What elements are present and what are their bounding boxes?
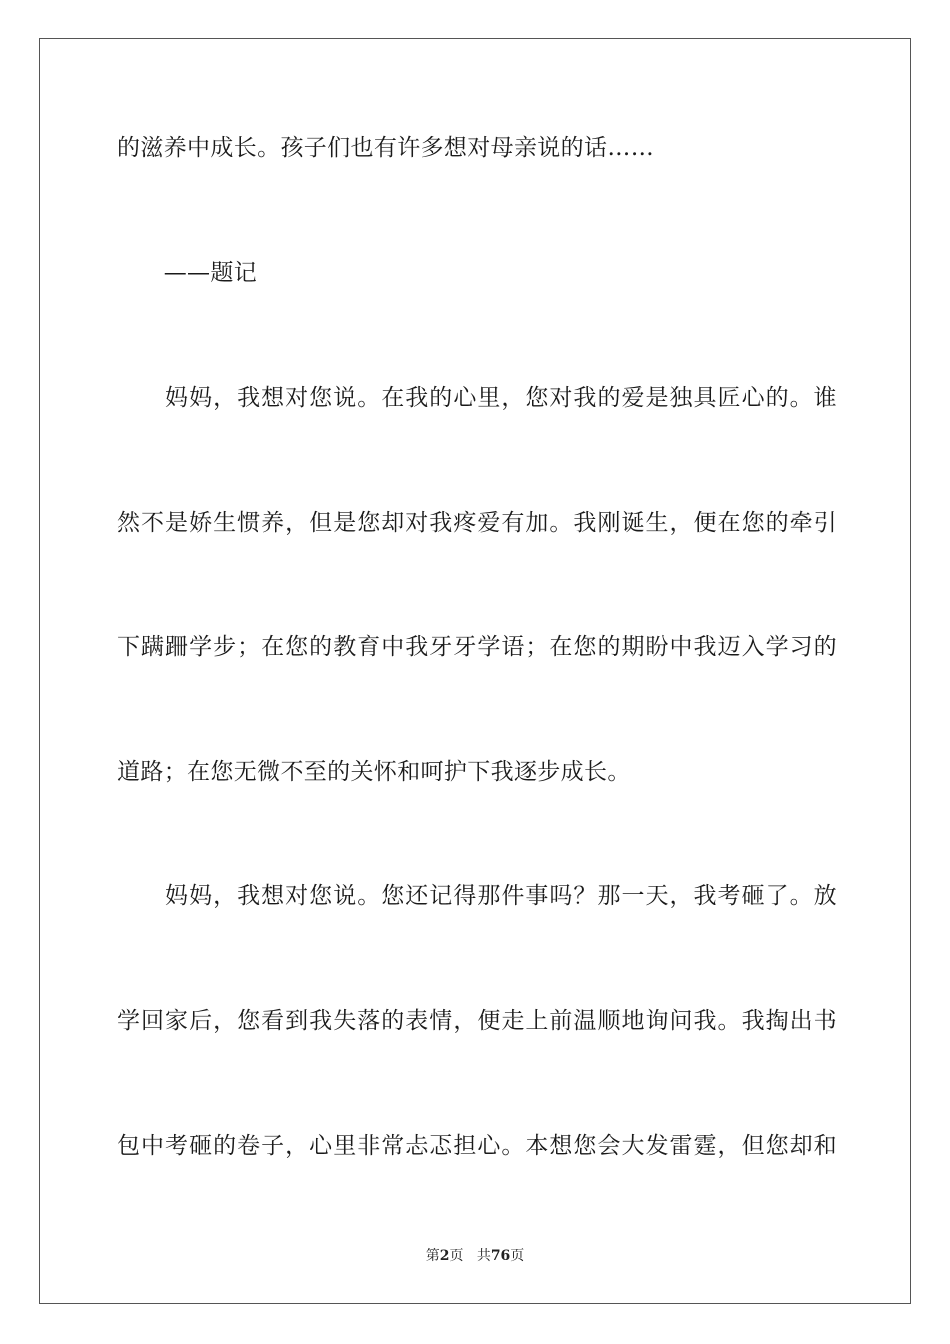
current-page-number: 2 xyxy=(439,1248,450,1264)
footer-prefix: 第 xyxy=(425,1248,440,1264)
total-page-count: 76 xyxy=(490,1248,511,1264)
paragraph-line-5: 下蹒跚学步；在您的教育中我牙牙学语；在您的期盼中我迈入学习的 xyxy=(117,634,837,660)
page-number-footer xyxy=(0,1246,950,1266)
footer-total-prefix: 共 xyxy=(476,1248,491,1264)
footer-page-suffix: 页 xyxy=(449,1248,464,1264)
paragraph-line-7: 妈妈，我想对您说。您还记得那件事吗？那一天，我考砸了。放 xyxy=(117,883,837,909)
paragraph-line-9: 包中考砸的卷子，心里非常忐忑担心。本想您会大发雷霆，但您却和 xyxy=(117,1133,837,1159)
paragraph-line-4: 然不是娇生惯养，但是您却对我疼爱有加。我刚诞生，便在您的牵引 xyxy=(117,510,837,536)
inscription-line: ——题记 xyxy=(117,260,258,286)
paragraph-line-3: 妈妈，我想对您说。在我的心里，您对我的爱是独具匠心的。谁 xyxy=(117,385,837,411)
paragraph-line-8: 学回家后，您看到我失落的表情，便走上前温顺地询问我。我掏出书 xyxy=(117,1008,837,1034)
paragraph-line-6: 道路；在您无微不至的关怀和呵护下我逐步成长。 xyxy=(117,759,631,785)
footer-total-suffix: 页 xyxy=(510,1248,525,1264)
paragraph-line-1: 的滋养中成长。孩子们也有许多想对母亲说的话…… xyxy=(117,135,655,161)
page-border xyxy=(39,38,911,1304)
